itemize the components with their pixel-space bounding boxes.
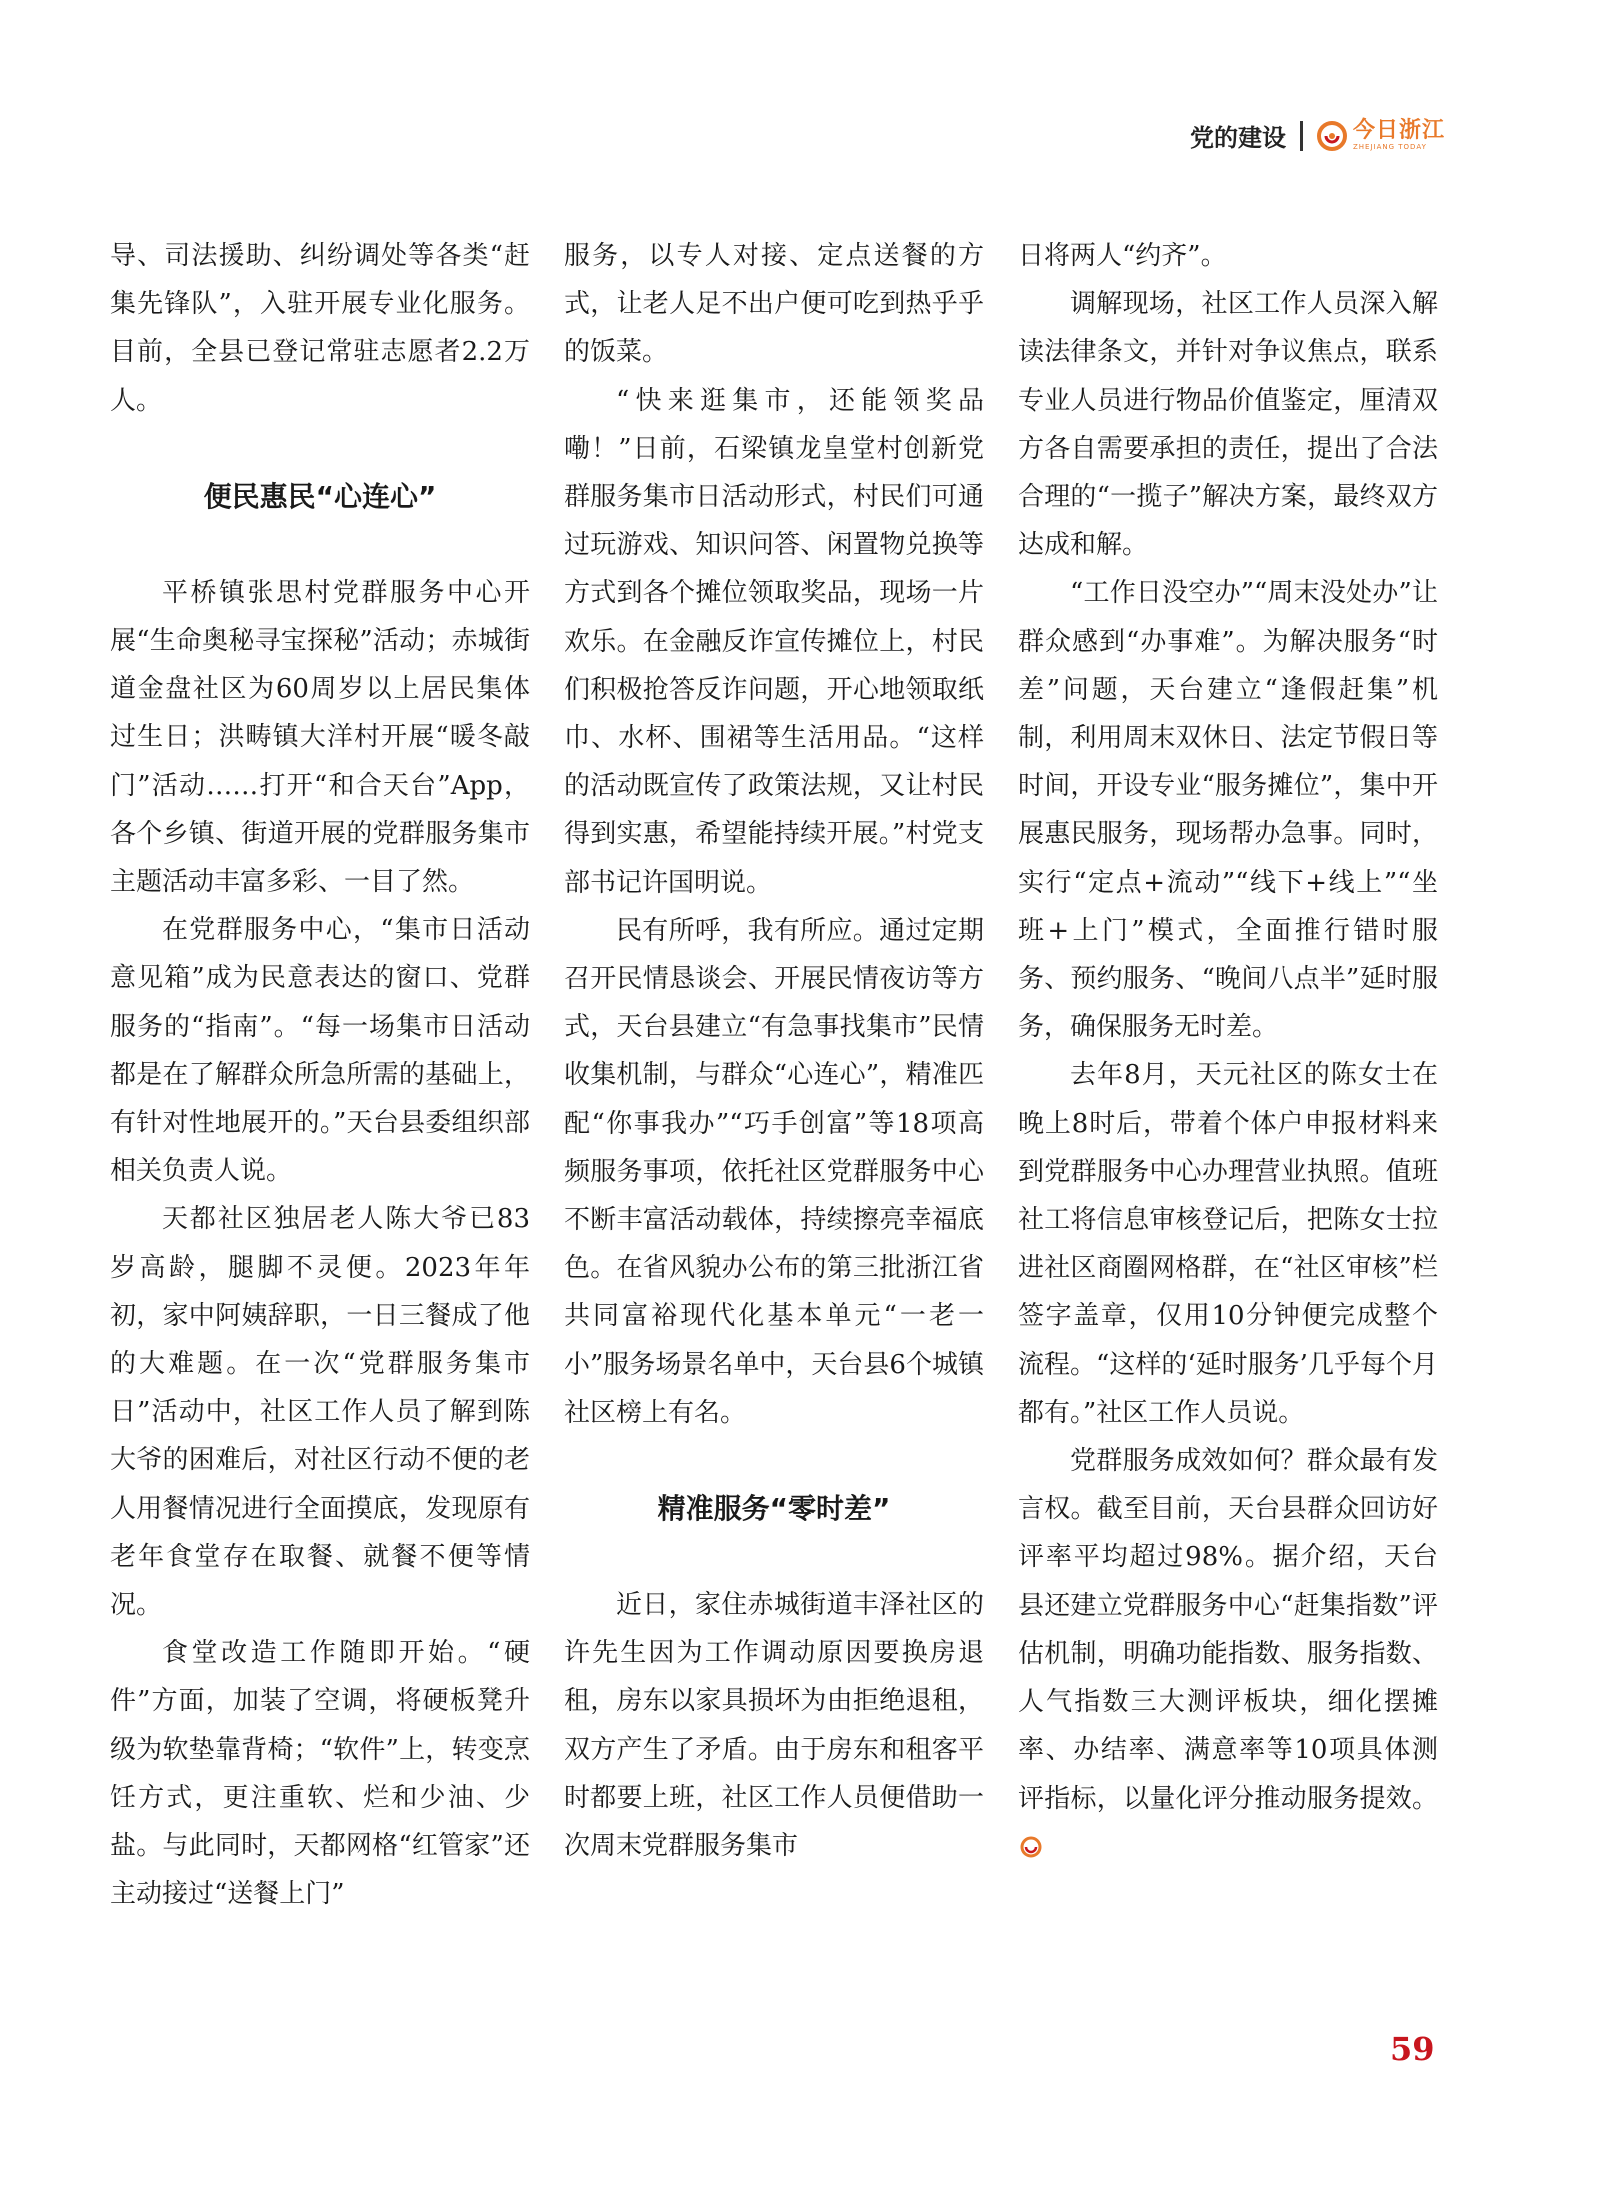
- logo-text-en: ZHEJIANG TODAY: [1352, 143, 1427, 151]
- page-number: 59: [1390, 2030, 1435, 2068]
- article-end-mark-icon: [1020, 1836, 1042, 1858]
- paragraph-text: “工作日没空办”“周末没处办”让群众感到“办事难”。为解决服务“时差”问题，天台建立“逢假赶集”机制，利用周末双休日、法定节假日等时间，开设专业“服务摊位”，集中开展惠民服务，现场帮办急事。同时，实行“定点+流动”“线下+线上”“坐班+上门”模式，全面推行错时服务、预约服务、“晚间八点半”延时服务，确保服务无时差。: [1018, 578, 1438, 1043]
- paragraph: [110, 1195, 530, 1629]
- paragraph-text: 食堂改造工作随即开始。“硬件”方面，加装了空调，将硬板凳升级为软垫靠背椅；“软件”上，转变烹饪方式，更注重软、烂和少油、少盐。与此同时，天都网格“红管家”还主动接过“送餐上门”: [110, 1638, 530, 1910]
- paragraph: [1018, 1437, 1438, 1871]
- column-2: [564, 232, 984, 1919]
- column-3: [1018, 232, 1438, 1919]
- column-1: [110, 232, 530, 1919]
- paragraph: [1018, 232, 1438, 280]
- magazine-logo: [1317, 120, 1445, 151]
- paragraph-text: “快来逛集市，还能领奖品嘞！”日前，石梁镇龙皇堂村创新党群服务集市日活动形式，村民们可通过玩游戏、知识问答、闲置物兑换等方式到各个摊位领取奖品，现场一片欢乐。在金融反诈宣传摊位上，村民们积极抢答反诈问题，开心地领取纸巾、水杯、围裙等生活用品。“这样的活动既宣传了政策法规，又让村民得到实惠，希望能持续开展。”村党支部书记许国明说。: [564, 385, 984, 898]
- paragraph: [110, 569, 530, 906]
- paragraph-text: 调解现场，社区工作人员深入解读法律条文，并针对争议焦点，联系专业人员进行物品价值鉴定，厘清双方各自需要承担的责任，提出了合法合理的“一揽子”解决方案，最终双方达成和解。: [1018, 289, 1438, 561]
- paragraph-text: 平桥镇张思村党群服务中心开展“生命奥秘寻宝探秘”活动；赤城街道金盘社区为60周岁以上居民集体过生日；洪畴镇大洋村开展“暖冬敲门”活动……打开“和合天台”App，各个乡镇、街道开展的党群服务集市主题活动丰富多彩、一目了然。: [110, 577, 530, 898]
- paragraph: [110, 1629, 530, 1918]
- paragraph: [564, 1581, 984, 1870]
- paragraph: [564, 232, 984, 377]
- paragraph: [1018, 280, 1438, 569]
- page-header: [1190, 118, 1445, 153]
- paragraph: [1018, 1051, 1438, 1437]
- paragraph: [564, 377, 984, 907]
- paragraph-text: 去年8月，天元社区的陈女士在晚上8时后，带着个体户申报材料来到党群服务中心办理营业执照。值班社工将信息审核登记后，把陈女士拉进社区商圈网格群，在“社区审核”栏签字盖章，仅用10分钟便完成整个流程。“这样的‘延时服务’几乎每个月都有。”社区工作人员说。: [1018, 1060, 1438, 1428]
- heading-text: 便民惠民“心连心”: [203, 479, 437, 513]
- article-body: [110, 232, 1438, 1919]
- paragraph: [1018, 569, 1438, 1051]
- paragraph: [110, 232, 530, 425]
- paragraph: [110, 906, 530, 1195]
- paragraph-text: 党群服务成效如何？群众最有发言权。截至目前，天台县群众回访好评率平均超过98%。据介绍，天台县还建立党群服务中心“赶集指数”评估机制，明确功能指数、服务指数、人气指数三大测评板块，细化摆摊率、办结率、满意率等10项具体测评指标，以量化评分推动服务提效。: [1018, 1446, 1438, 1814]
- paragraph-text: 日将两人“约齐”。: [1018, 241, 1227, 271]
- section-name: 党的建设: [1189, 124, 1286, 152]
- paragraph: [564, 907, 984, 1437]
- header-separator: [1300, 121, 1303, 151]
- paragraph-text: 服务，以专人对接、定点送餐的方式，让老人足不出户便可吃到热乎乎的饭菜。: [564, 241, 984, 368]
- paragraph-text: 近日，家住赤城街道丰泽社区的许先生因为工作调动原因要换房退租，房东以家具损坏为由拒绝退租，双方产生了矛盾。由于房东和租客平时都要上班，社区工作人员便借助一次周末党群服务集市: [564, 1590, 984, 1862]
- paragraph-text: 导、司法援助、纠纷调处等各类“赶集先锋队”，入驻开展专业化服务。目前，全县已登记常驻志愿者2.2万人。: [110, 241, 530, 416]
- section-heading: [564, 1437, 984, 1581]
- logo-swirl-icon: [1317, 121, 1347, 151]
- paragraph-text: 民有所呼，我有所应。通过定期召开民情恳谈会、开展民情夜访等方式，天台县建立“有急事找集市”民情收集机制，与群众“心连心”，精准匹配“你事我办”“巧手创富”等18项高频服务事项，依托社区党群服务中心不断丰富活动载体，持续擦亮幸福底色。在省风貌办公布的第三批浙江省共同富裕现代化基本单元“一老一小”服务场景名单中，天台县6个城镇社区榜上有名。: [564, 915, 984, 1428]
- heading-text: 精准服务“零时差”: [657, 1492, 891, 1526]
- logo-text-cn: 今日浙江: [1352, 118, 1445, 143]
- paragraph-text: 在党群服务中心，“集市日活动意见箱”成为民意表达的窗口、党群服务的“指南”。“每一场集市日活动都是在了解群众所急所需的基础上，有针对性地展开的。”天台县委组织部相关负责人说。: [110, 915, 530, 1187]
- paragraph-text: 天都社区独居老人陈大爷已83岁高龄，腿脚不灵便。2023年年初，家中阿姨辞职，一日三餐成了他的大难题。在一次“党群服务集市日”活动中，社区工作人员了解到陈大爷的困难后，对社区行动不便的老人用餐情况进行全面摸底，发现原有老年食堂存在取餐、就餐不便等情况。: [110, 1204, 530, 1621]
- section-heading: [110, 425, 530, 569]
